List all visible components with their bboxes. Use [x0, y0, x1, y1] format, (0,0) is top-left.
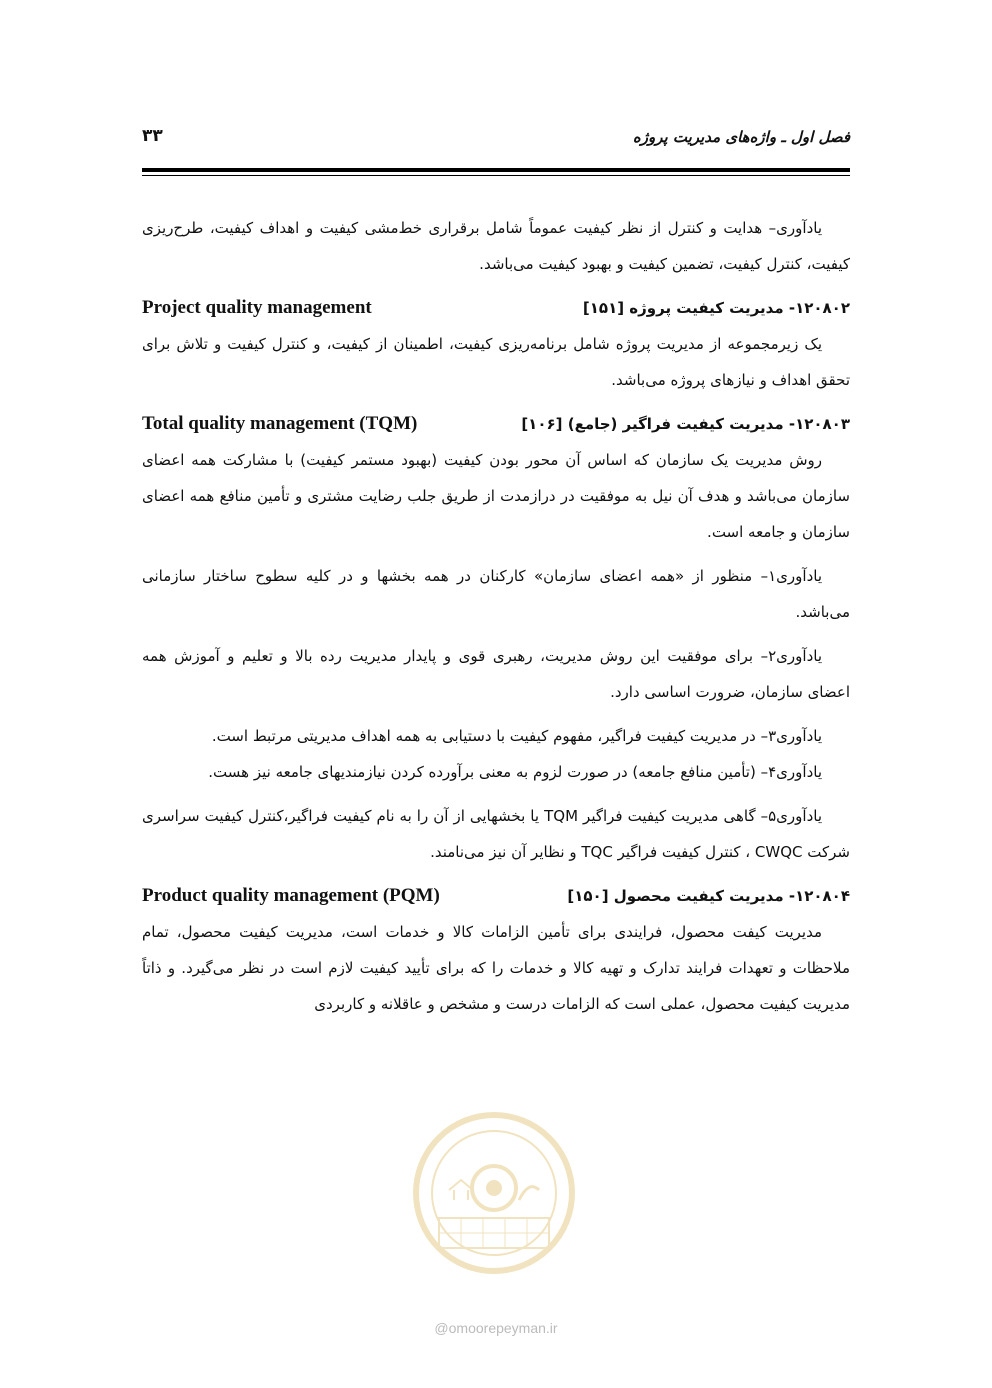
watermark-site: @omoorepeyman.ir	[434, 1320, 558, 1336]
watermark-seal-icon	[394, 1108, 594, 1278]
paragraph-definition: مدیریت کیفت محصول، فرایندی برای تأمین الزامات کالا و خدمات است، مدیریت کیفیت محصول، تمام ملاحظات و تعهدات فرایند تدارک و تهیه کالا و خدمات را که برای تأیید کیفیت لازم است در نظر می‌گیرد. و ذاتاً مدیریت کیفیت محصول، عملی است که الزامات درست و مشخص و عاقلانه و کاربردی	[142, 923, 850, 1013]
term-title-en: Total quality management (TQM)	[142, 413, 418, 434]
page-header	[142, 128, 850, 160]
paragraph-note: یادآوری۳– در مدیریت کیفیت فراگیر، مفهوم کیفیت با دستیابی به همه اهداف مدیریتی مرتبط است.	[211, 727, 822, 745]
term-title-fa: ۱۲۰۸۰۴- مدیریت کیفیت محصول [۱۵۰]	[567, 887, 850, 905]
page-number: ۳۳	[142, 126, 163, 146]
paragraph-definition: یک زیرمجموعه از مدیریت پروژه شامل برنامه‌ریزی کیفیت، اطمینان از کیفیت، و کنترل کیفیت و تلاش برای تحقق اهداف و نیازهای پروژه می‌باشد.	[142, 335, 850, 389]
header-rule-thin	[142, 175, 850, 176]
header-rule-thick	[142, 168, 850, 172]
term-heading-120803	[142, 406, 850, 442]
page-body	[142, 210, 850, 1030]
paragraph-note: یادآوری۲– برای موفقیت این روش مدیریت، رهبری قوی و پایدار مدیریت رده بالا و تعلیم و آموزش همه اعضای سازمان، ضرورت اساسی دارد.	[142, 647, 850, 701]
paragraph-note: یادآوری۱– منظور از «همه اعضای سازمان» کارکنان در همه بخشها و در کلیه سطوح ساختار سازمانی می‌باشد.	[142, 567, 850, 621]
paragraph-note: یادآوری۴– (تأمین منافع جامعه) در صورت لزوم به معنی برآورده کردن نیازمندیهای جامعه نیز هست.	[208, 763, 822, 781]
chapter-title: فصل اول ـ واژه‌های مدیریت پروژه	[632, 128, 850, 146]
term-heading-120802	[142, 290, 850, 326]
term-title-en: Project quality management	[142, 297, 372, 318]
term-title-fa: ۱۲۰۸۰۲- مدیریت کیفیت پروژه [۱۵۱]	[582, 299, 850, 317]
term-title-en: Product quality management (PQM)	[142, 885, 440, 906]
paragraph-note: یادآوری۵– گاهی مدیریت کیفیت فراگیر TQM یا بخشهایی از آن را به نام کیفیت فراگیر،کنترل کیفیت سراسری شرکت CWQC ، کنترل کیفیت فراگیر TQC و نظایر آن نیز می‌نامند.	[142, 807, 850, 861]
term-heading-120804	[142, 878, 850, 914]
paragraph-note: یادآوری– هدایت و کنترل از نظر کیفیت عموماً شامل برقراری خط‌مشی کیفیت و اهداف کیفیت، طرح‌ریزی کیفیت، کنترل کیفیت، تضمین کیفیت و بهبود کیفیت می‌باشد.	[142, 219, 850, 273]
term-title-fa: ۱۲۰۸۰۳- مدیریت کیفیت فراگیر (جامع) [۱۰۶]	[521, 415, 850, 433]
paragraph-definition: روش مدیریت یک سازمان که اساس آن محور بودن کیفیت (بهبود مستمر کیفیت) با مشارکت همه اعضای سازمان می‌باشد و هدف آن نیل به موفقیت در درازمدت از طریق جلب رضایت مشتری و تأمین منافع همه اعضای سازمان و جامعه است.	[142, 451, 850, 541]
